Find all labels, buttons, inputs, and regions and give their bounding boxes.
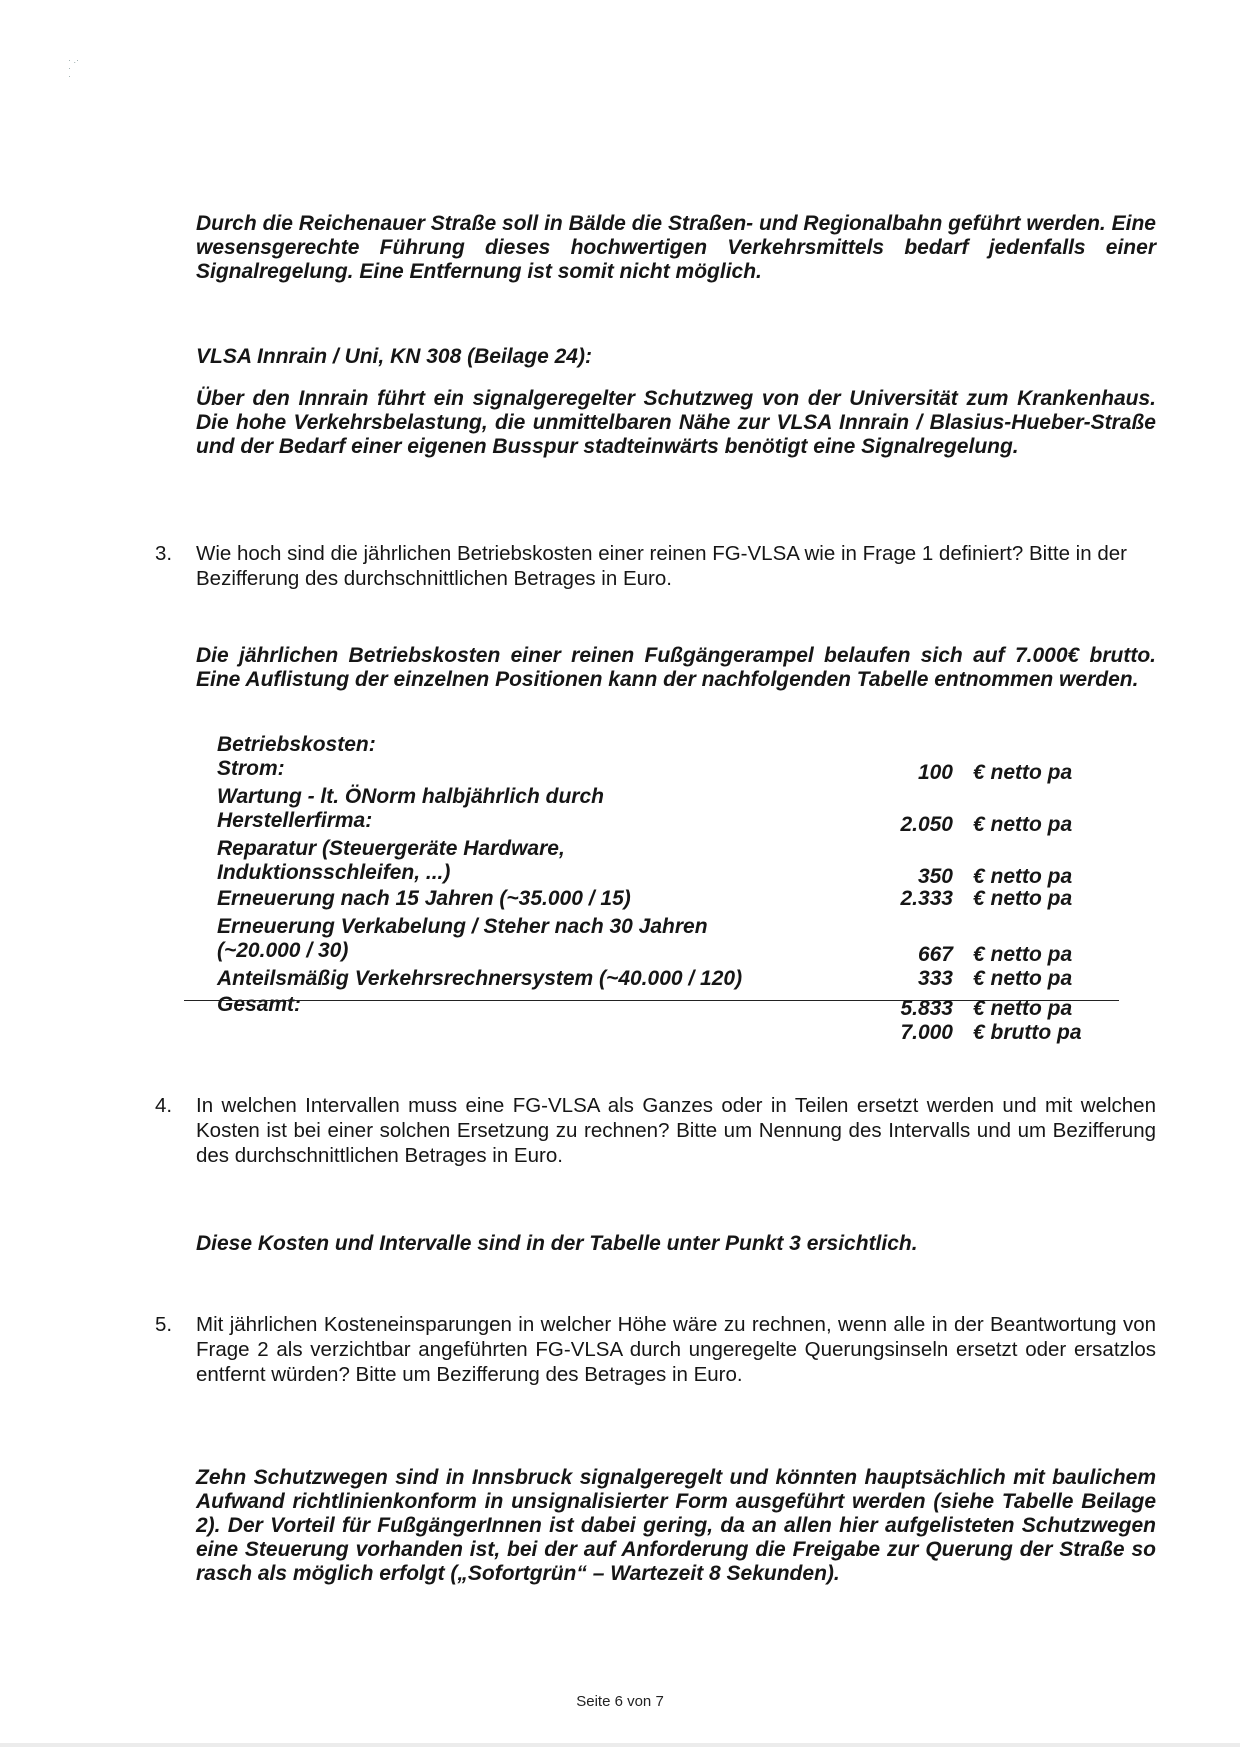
question-4-answer: Diese Kosten und Intervalle sind in der Tabelle unter Punkt 3 ersichtlich. [196, 1232, 918, 1255]
table-row [185, 837, 1117, 861]
row-label: Herstellerfirma: [217, 809, 373, 832]
question-5-answer: Zehn Schutzwegen sind in Innsbruck signalgeregelt und könnten hauptsächlich mit baulichem Aufwand richtlinienkonform in unsignalisierter Form ausgeführt werden (siehe Tabelle Beilage 2). Der Vorteil für FußgängerInnen ist dabei gering, da an allen hier aufgelisteten Schutzwegen eine Steuerung vorhanden ist, bei der auf Anforderung die Freigabe zur Querung der Straße so rasch als möglich erfolgt („Sofortgrün“ – Wartezeit 8 Sekunden). [196, 1466, 1156, 1585]
row-unit: € netto pa [973, 761, 1073, 784]
question-3-text: Wie hoch sind die jährlichen Betriebskosten einer reinen FG-VLSA wie in Frage 1 definiert? Bitte in der Bezifferung des durchschnittlichen Betrages in Euro. [196, 542, 1127, 590]
row-unit: € netto pa [973, 943, 1073, 966]
row-label: Wartung - lt. ÖNorm halbjährlich durch [217, 785, 604, 808]
table-total-divider [184, 1000, 1119, 1001]
row-amount: 2.333 [900, 887, 953, 910]
question-4-number: 4. [155, 1094, 173, 1117]
table-row [185, 809, 1117, 836]
table-row [185, 915, 1117, 939]
scan-artifact: · .· · · [68, 55, 79, 81]
row-unit: € netto pa [973, 967, 1073, 990]
row-amount: 350 [917, 865, 953, 888]
table-heading: Betriebskosten: [217, 733, 376, 756]
table-row [185, 887, 1117, 911]
row-amount: 2.050 [900, 813, 953, 836]
row-unit: € netto pa [973, 865, 1073, 888]
cost-table [185, 733, 1117, 1044]
table-row [185, 993, 1117, 1020]
table-row [185, 861, 1117, 888]
question-3-number: 3. [155, 542, 173, 565]
row-amount: 100 [917, 761, 953, 784]
table-row [185, 785, 1117, 809]
total-netto-amount: 5.833 [900, 997, 953, 1020]
row-label: (~20.000 / 30) [217, 939, 349, 962]
row-amount: 667 [917, 943, 953, 966]
total-label: Gesamt: [217, 993, 302, 1016]
total-netto-unit: € netto pa [973, 997, 1073, 1020]
scan-edge [0, 1743, 1240, 1747]
question-5-number: 5. [155, 1313, 173, 1336]
page-number-footer: Seite 6 von 7 [576, 1693, 664, 1710]
question-5-text: Mit jährlichen Kosteneinsparungen in welcher Höhe wäre zu rechnen, wenn alle in der Beantwortung von Frage 2 als verzichtbar angeführten FG-VLSA durch ungeregelte Querungsinseln ersetzt oder ersatzlos entfernt würden? Bitte um Bezifferung des Betrages in Euro. [196, 1313, 1156, 1386]
row-label: Anteilsmäßig Verkehrsrechnersystem (~40.000 / 120) [217, 967, 743, 990]
table-row [185, 733, 1117, 757]
row-label: Strom: [217, 757, 285, 780]
row-label: Reparatur (Steuergeräte Hardware, [217, 837, 565, 860]
row-amount: 333 [917, 967, 953, 990]
row-label: Induktionsschleifen, ...) [217, 861, 451, 884]
row-label: Erneuerung nach 15 Jahren (~35.000 / 15) [217, 887, 631, 910]
row-unit: € netto pa [973, 813, 1073, 836]
table-row [185, 967, 1117, 991]
row-unit: € netto pa [973, 887, 1073, 910]
vlsa-paragraph: Über den Innrain führt ein signalgeregelter Schutzweg von der Universität zum Krankenhaus. Die hohe Verkehrsbelastung, die unmittelbaren Nähe zur VLSA Innrain / Blasius-Hueber-Straße und der Bedarf einer eigenen Busspur stadteinwärts benötigt eine Signalregelung. [196, 387, 1156, 458]
question-3-answer: Die jährlichen Betriebskosten einer reinen Fußgängerampel belaufen sich auf 7.000€ brutto. Eine Auflistung der einzelnen Positionen kann der nachfolgenden Tabelle entnommen werden. [196, 644, 1156, 691]
table-row [185, 1017, 1117, 1044]
intro-paragraph: Durch die Reichenauer Straße soll in Bälde die Straßen- und Regionalbahn geführt werden. Eine wesensgerechte Führung dieses hochwertigen Verkehrsmittels bedarf jedenfalls einer Signalregelung. Eine Entfernung ist somit nicht möglich. [196, 212, 1156, 283]
total-brutto-amount: 7.000 [900, 1021, 953, 1044]
table-row [185, 939, 1117, 966]
vlsa-heading: VLSA Innrain / Uni, KN 308 (Beilage 24): [196, 345, 592, 368]
total-brutto-unit: € brutto pa [973, 1021, 1082, 1044]
table-row [185, 757, 1117, 784]
question-4-text: In welchen Intervallen muss eine FG-VLSA als Ganzes oder in Teilen ersetzt werden und mit welchen Kosten ist bei einer solchen Ersetzung zu rechnen? Bitte um Nennung des Intervalls und um Bezifferung des durchschnittlichen Betrages in Euro. [196, 1094, 1156, 1167]
row-label: Erneuerung Verkabelung / Steher nach 30 Jahren [217, 915, 708, 938]
